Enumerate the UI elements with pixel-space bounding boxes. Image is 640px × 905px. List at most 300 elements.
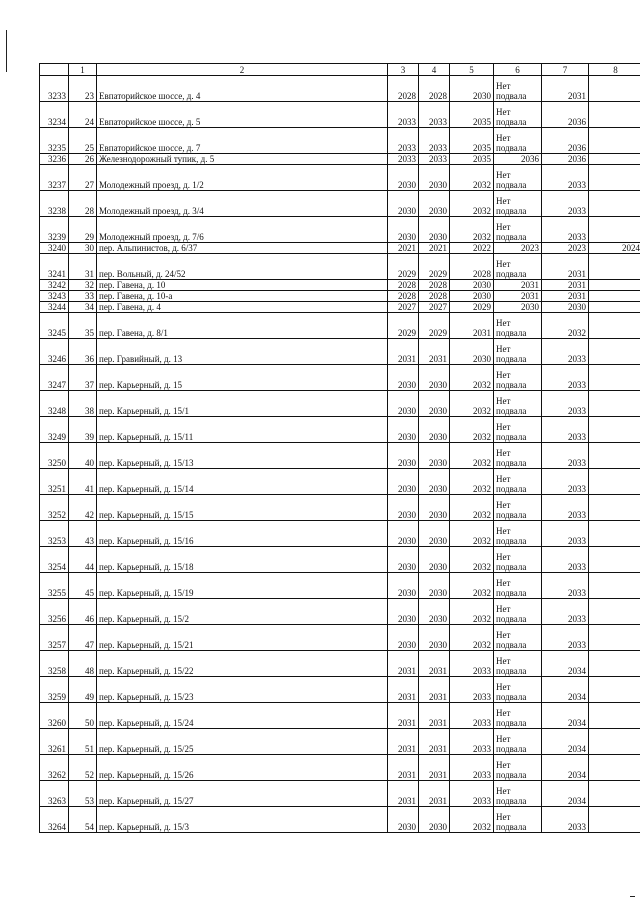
basement-cell: Нет подвала bbox=[494, 521, 542, 547]
basement-cell: Нет подвала bbox=[494, 651, 542, 677]
address-cell: пер. Гавена, д. 8/1 bbox=[97, 313, 388, 339]
address-cell: пер. Карьерный, д. 15/23 bbox=[97, 677, 388, 703]
year-cell: 2028 bbox=[419, 291, 450, 302]
row-number-cell: 41 bbox=[69, 469, 97, 495]
basement-cell: Нет подвала bbox=[494, 781, 542, 807]
year-cell: 2030 bbox=[388, 807, 419, 833]
year-cell: 2035 bbox=[450, 154, 494, 165]
row-number-cell: 49 bbox=[69, 677, 97, 703]
address-cell: пер. Гавена, д. 10-а bbox=[97, 291, 388, 302]
basement-cell: Нет подвала bbox=[494, 703, 542, 729]
year-cell: 2030 bbox=[388, 573, 419, 599]
year-cell bbox=[589, 443, 640, 469]
year-cell bbox=[589, 339, 640, 365]
year-cell: 2028 bbox=[419, 76, 450, 102]
row-id-cell: 3244 bbox=[40, 302, 69, 313]
address-cell: пер. Гавена, д. 4 bbox=[97, 302, 388, 313]
table-row bbox=[40, 313, 640, 339]
row-id-cell: 3261 bbox=[40, 729, 69, 755]
table-row bbox=[40, 280, 640, 291]
address-cell: Евпаторийское шоссе, д. 5 bbox=[97, 102, 388, 128]
address-cell: пер. Карьерный, д. 15/22 bbox=[97, 651, 388, 677]
address-cell: пер. Карьерный, д. 15/27 bbox=[97, 781, 388, 807]
address-cell: Железнодорожный тупик, д. 5 bbox=[97, 154, 388, 165]
year-cell bbox=[589, 781, 640, 807]
year-cell: 2032 bbox=[450, 807, 494, 833]
year-cell: 2036 bbox=[542, 128, 589, 154]
table-row bbox=[40, 729, 640, 755]
address-cell: пер. Гавена, д. 10 bbox=[97, 280, 388, 291]
year-cell: 2033 bbox=[542, 625, 589, 651]
year-cell: 2032 bbox=[450, 191, 494, 217]
year-cell: 2031 bbox=[419, 755, 450, 781]
row-number-cell: 32 bbox=[69, 280, 97, 291]
year-cell bbox=[589, 313, 640, 339]
year-cell: 2030 bbox=[388, 365, 419, 391]
year-cell: 2032 bbox=[542, 313, 589, 339]
year-cell: 2028 bbox=[388, 291, 419, 302]
year-cell bbox=[589, 391, 640, 417]
year-cell: 2033 bbox=[388, 154, 419, 165]
basement-cell: Нет подвала bbox=[494, 417, 542, 443]
year-cell bbox=[589, 280, 640, 291]
basement-cell: Нет подвала bbox=[494, 391, 542, 417]
address-cell: пер. Карьерный, д. 15 bbox=[97, 365, 388, 391]
row-id-cell: 3258 bbox=[40, 651, 69, 677]
year-cell: 2030 bbox=[419, 391, 450, 417]
year-cell: 2033 bbox=[450, 755, 494, 781]
year-cell: 2030 bbox=[419, 165, 450, 191]
year-cell: 2033 bbox=[542, 573, 589, 599]
table-row bbox=[40, 154, 640, 165]
table-header-row bbox=[40, 64, 640, 76]
year-cell: 2023 bbox=[542, 243, 589, 254]
basement-cell: 2031 bbox=[494, 280, 542, 291]
year-cell: 2033 bbox=[542, 417, 589, 443]
year-cell: 2031 bbox=[542, 291, 589, 302]
year-cell: 2033 bbox=[419, 102, 450, 128]
table-row bbox=[40, 291, 640, 302]
row-number-cell: 24 bbox=[69, 102, 97, 128]
year-cell: 2032 bbox=[450, 599, 494, 625]
year-cell bbox=[589, 154, 640, 165]
address-cell: Молодежный проезд, д. 1/2 bbox=[97, 165, 388, 191]
year-cell: 2033 bbox=[419, 154, 450, 165]
basement-cell: 2023 bbox=[494, 243, 542, 254]
table-row bbox=[40, 677, 640, 703]
basement-cell: Нет подвала bbox=[494, 469, 542, 495]
year-cell: 2021 bbox=[388, 243, 419, 254]
year-cell: 2030 bbox=[419, 443, 450, 469]
year-cell: 2030 bbox=[419, 191, 450, 217]
year-cell: 2033 bbox=[388, 128, 419, 154]
year-cell: 2029 bbox=[388, 313, 419, 339]
table-row bbox=[40, 217, 640, 243]
row-id-cell: 3256 bbox=[40, 599, 69, 625]
basement-cell: Нет подвала bbox=[494, 76, 542, 102]
table-row bbox=[40, 76, 640, 102]
year-cell: 2032 bbox=[450, 417, 494, 443]
year-cell: 2030 bbox=[419, 365, 450, 391]
row-id-cell: 3254 bbox=[40, 547, 69, 573]
row-number-cell: 34 bbox=[69, 302, 97, 313]
year-cell: 2030 bbox=[388, 625, 419, 651]
row-id-cell: 3234 bbox=[40, 102, 69, 128]
row-id-cell: 3262 bbox=[40, 755, 69, 781]
year-cell: 2030 bbox=[388, 417, 419, 443]
address-cell: Евпаторийское шоссе, д. 4 bbox=[97, 76, 388, 102]
scan-artifact-dash bbox=[630, 896, 635, 897]
row-id-cell: 3241 bbox=[40, 254, 69, 280]
table-row bbox=[40, 365, 640, 391]
year-cell: 2032 bbox=[450, 443, 494, 469]
year-cell: 2030 bbox=[419, 521, 450, 547]
scan-artifact-line bbox=[6, 30, 7, 72]
basement-cell: Нет подвала bbox=[494, 495, 542, 521]
row-number-cell: 48 bbox=[69, 651, 97, 677]
table-row bbox=[40, 443, 640, 469]
basement-cell: Нет подвала bbox=[494, 625, 542, 651]
year-cell: 2031 bbox=[388, 703, 419, 729]
year-cell: 2031 bbox=[419, 781, 450, 807]
row-id-cell: 3248 bbox=[40, 391, 69, 417]
year-cell: 2030 bbox=[450, 280, 494, 291]
row-number-cell: 23 bbox=[69, 76, 97, 102]
row-number-cell: 29 bbox=[69, 217, 97, 243]
year-cell: 2030 bbox=[388, 547, 419, 573]
year-cell bbox=[589, 703, 640, 729]
table-row bbox=[40, 128, 640, 154]
address-cell: пер. Альпинистов, д. 6/37 bbox=[97, 243, 388, 254]
basement-cell: Нет подвала bbox=[494, 755, 542, 781]
basement-cell: Нет подвала bbox=[494, 102, 542, 128]
table-row bbox=[40, 243, 640, 254]
table-row bbox=[40, 302, 640, 313]
row-number-cell: 38 bbox=[69, 391, 97, 417]
row-id-cell: 3264 bbox=[40, 807, 69, 833]
basement-cell: Нет подвала bbox=[494, 599, 542, 625]
year-cell bbox=[589, 254, 640, 280]
year-cell bbox=[589, 417, 640, 443]
year-cell: 2028 bbox=[388, 280, 419, 291]
table-row bbox=[40, 625, 640, 651]
year-cell: 2031 bbox=[542, 76, 589, 102]
year-cell: 2030 bbox=[388, 599, 419, 625]
row-number-cell: 53 bbox=[69, 781, 97, 807]
year-cell: 2036 bbox=[542, 154, 589, 165]
register-table-body bbox=[40, 64, 640, 833]
year-cell: 2034 bbox=[542, 677, 589, 703]
row-number-cell: 35 bbox=[69, 313, 97, 339]
year-cell: 2032 bbox=[450, 521, 494, 547]
year-cell: 2031 bbox=[450, 313, 494, 339]
year-cell: 2030 bbox=[419, 217, 450, 243]
row-id-cell: 3250 bbox=[40, 443, 69, 469]
year-cell: 2030 bbox=[542, 302, 589, 313]
row-id-cell: 3253 bbox=[40, 521, 69, 547]
row-number-cell: 54 bbox=[69, 807, 97, 833]
address-cell: пер. Карьерный, д. 15/1 bbox=[97, 391, 388, 417]
year-cell: 2034 bbox=[542, 755, 589, 781]
year-cell: 2030 bbox=[419, 469, 450, 495]
year-cell: 2030 bbox=[388, 217, 419, 243]
year-cell: 2034 bbox=[542, 729, 589, 755]
row-number-cell: 46 bbox=[69, 599, 97, 625]
year-cell: 2030 bbox=[419, 625, 450, 651]
year-cell: 2034 bbox=[542, 651, 589, 677]
year-cell: 2031 bbox=[388, 729, 419, 755]
address-cell: Молодежный проезд, д. 7/6 bbox=[97, 217, 388, 243]
address-cell: пер. Карьерный, д. 15/21 bbox=[97, 625, 388, 651]
row-id-cell: 3239 bbox=[40, 217, 69, 243]
year-cell: 2033 bbox=[542, 495, 589, 521]
year-cell: 2033 bbox=[542, 365, 589, 391]
year-cell: 2031 bbox=[419, 729, 450, 755]
year-cell: 2030 bbox=[388, 495, 419, 521]
row-number-cell: 27 bbox=[69, 165, 97, 191]
column-header: 7 bbox=[542, 64, 589, 76]
column-header: 6 bbox=[494, 64, 542, 76]
year-cell: 2030 bbox=[388, 443, 419, 469]
year-cell bbox=[589, 217, 640, 243]
row-id-cell: 3247 bbox=[40, 365, 69, 391]
year-cell: 2030 bbox=[388, 469, 419, 495]
year-cell: 2031 bbox=[542, 280, 589, 291]
column-header: 4 bbox=[419, 64, 450, 76]
year-cell: 2031 bbox=[419, 677, 450, 703]
row-number-cell: 40 bbox=[69, 443, 97, 469]
row-number-cell: 37 bbox=[69, 365, 97, 391]
year-cell: 2028 bbox=[388, 76, 419, 102]
basement-cell: Нет подвала bbox=[494, 217, 542, 243]
basement-cell: Нет подвала bbox=[494, 807, 542, 833]
year-cell: 2032 bbox=[450, 365, 494, 391]
year-cell: 2022 bbox=[450, 243, 494, 254]
table-row bbox=[40, 417, 640, 443]
row-number-cell: 44 bbox=[69, 547, 97, 573]
row-number-cell: 47 bbox=[69, 625, 97, 651]
basement-cell: 2036 bbox=[494, 154, 542, 165]
row-id-cell: 3233 bbox=[40, 76, 69, 102]
year-cell: 2029 bbox=[450, 302, 494, 313]
basement-cell: Нет подвала bbox=[494, 677, 542, 703]
row-id-cell: 3245 bbox=[40, 313, 69, 339]
column-header bbox=[40, 64, 69, 76]
address-cell: пер. Карьерный, д. 15/15 bbox=[97, 495, 388, 521]
year-cell: 2033 bbox=[450, 729, 494, 755]
basement-cell: Нет подвала bbox=[494, 165, 542, 191]
table-row bbox=[40, 807, 640, 833]
year-cell: 2031 bbox=[388, 339, 419, 365]
address-cell: пер. Карьерный, д. 15/14 bbox=[97, 469, 388, 495]
year-cell: 2030 bbox=[419, 417, 450, 443]
basement-cell: 2030 bbox=[494, 302, 542, 313]
year-cell: 2033 bbox=[542, 165, 589, 191]
year-cell bbox=[589, 291, 640, 302]
year-cell: 2030 bbox=[419, 547, 450, 573]
table-row bbox=[40, 547, 640, 573]
year-cell: 2033 bbox=[542, 443, 589, 469]
address-cell: пер. Карьерный, д. 15/16 bbox=[97, 521, 388, 547]
year-cell bbox=[589, 625, 640, 651]
year-cell: 2035 bbox=[450, 128, 494, 154]
row-number-cell: 50 bbox=[69, 703, 97, 729]
year-cell: 2021 bbox=[419, 243, 450, 254]
address-cell: пер. Карьерный, д. 15/26 bbox=[97, 755, 388, 781]
table-row bbox=[40, 781, 640, 807]
year-cell: 2030 bbox=[388, 165, 419, 191]
row-number-cell: 39 bbox=[69, 417, 97, 443]
year-cell: 2033 bbox=[542, 807, 589, 833]
year-cell: 2030 bbox=[388, 191, 419, 217]
row-id-cell: 3242 bbox=[40, 280, 69, 291]
table-row bbox=[40, 495, 640, 521]
year-cell: 2032 bbox=[450, 469, 494, 495]
year-cell: 2033 bbox=[542, 469, 589, 495]
year-cell bbox=[589, 495, 640, 521]
year-cell: 2031 bbox=[388, 677, 419, 703]
row-id-cell: 3257 bbox=[40, 625, 69, 651]
year-cell bbox=[589, 807, 640, 833]
year-cell: 2028 bbox=[419, 280, 450, 291]
year-cell bbox=[589, 651, 640, 677]
year-cell: 2029 bbox=[388, 254, 419, 280]
table-row bbox=[40, 165, 640, 191]
year-cell bbox=[589, 729, 640, 755]
address-cell: пер. Карьерный, д. 15/11 bbox=[97, 417, 388, 443]
year-cell: 2029 bbox=[419, 313, 450, 339]
row-number-cell: 30 bbox=[69, 243, 97, 254]
column-header: 8 bbox=[589, 64, 640, 76]
row-number-cell: 26 bbox=[69, 154, 97, 165]
year-cell: 2034 bbox=[542, 703, 589, 729]
year-cell: 2031 bbox=[419, 339, 450, 365]
row-id-cell: 3251 bbox=[40, 469, 69, 495]
column-header: 2 bbox=[97, 64, 388, 76]
row-number-cell: 51 bbox=[69, 729, 97, 755]
table-row bbox=[40, 339, 640, 365]
year-cell: 2032 bbox=[450, 573, 494, 599]
row-id-cell: 3255 bbox=[40, 573, 69, 599]
year-cell: 2031 bbox=[542, 254, 589, 280]
address-cell: пер. Карьерный, д. 15/24 bbox=[97, 703, 388, 729]
basement-cell: Нет подвала bbox=[494, 313, 542, 339]
address-cell: пер. Карьерный, д. 15/13 bbox=[97, 443, 388, 469]
column-header: 3 bbox=[388, 64, 419, 76]
row-number-cell: 45 bbox=[69, 573, 97, 599]
basement-cell: Нет подвала bbox=[494, 547, 542, 573]
basement-cell: Нет подвала bbox=[494, 443, 542, 469]
table-row bbox=[40, 469, 640, 495]
basement-cell: Нет подвала bbox=[494, 573, 542, 599]
year-cell: 2035 bbox=[450, 102, 494, 128]
year-cell bbox=[589, 76, 640, 102]
year-cell: 2033 bbox=[542, 339, 589, 365]
basement-cell: 2031 bbox=[494, 291, 542, 302]
year-cell: 2030 bbox=[388, 521, 419, 547]
row-id-cell: 3243 bbox=[40, 291, 69, 302]
address-cell: пер. Карьерный, д. 15/3 bbox=[97, 807, 388, 833]
year-cell: 2033 bbox=[542, 191, 589, 217]
year-cell bbox=[589, 547, 640, 573]
year-cell: 2030 bbox=[450, 339, 494, 365]
row-number-cell: 52 bbox=[69, 755, 97, 781]
row-id-cell: 3246 bbox=[40, 339, 69, 365]
year-cell: 2030 bbox=[450, 291, 494, 302]
year-cell: 2033 bbox=[542, 521, 589, 547]
table-row bbox=[40, 651, 640, 677]
basement-cell: Нет подвала bbox=[494, 254, 542, 280]
year-cell: 2033 bbox=[450, 651, 494, 677]
year-cell: 2033 bbox=[542, 547, 589, 573]
row-number-cell: 42 bbox=[69, 495, 97, 521]
address-cell: Молодежный проезд, д. 3/4 bbox=[97, 191, 388, 217]
table-row bbox=[40, 573, 640, 599]
row-id-cell: 3260 bbox=[40, 703, 69, 729]
row-number-cell: 36 bbox=[69, 339, 97, 365]
table-row bbox=[40, 755, 640, 781]
row-number-cell: 31 bbox=[69, 254, 97, 280]
column-header: 1 bbox=[69, 64, 97, 76]
row-number-cell: 43 bbox=[69, 521, 97, 547]
year-cell: 2033 bbox=[388, 102, 419, 128]
address-cell: пер. Карьерный, д. 15/25 bbox=[97, 729, 388, 755]
year-cell: 2030 bbox=[388, 391, 419, 417]
year-cell: 2033 bbox=[450, 781, 494, 807]
year-cell: 2029 bbox=[419, 254, 450, 280]
row-number-cell: 25 bbox=[69, 128, 97, 154]
year-cell: 2031 bbox=[388, 651, 419, 677]
year-cell: 2027 bbox=[419, 302, 450, 313]
basement-cell: Нет подвала bbox=[494, 191, 542, 217]
row-id-cell: 3237 bbox=[40, 165, 69, 191]
year-cell bbox=[589, 302, 640, 313]
year-cell bbox=[589, 191, 640, 217]
row-id-cell: 3249 bbox=[40, 417, 69, 443]
year-cell: 2024 bbox=[589, 243, 640, 254]
address-cell: пер. Карьерный, д. 15/18 bbox=[97, 547, 388, 573]
register-table bbox=[39, 63, 640, 833]
year-cell: 2033 bbox=[419, 128, 450, 154]
address-cell: пер. Карьерный, д. 15/19 bbox=[97, 573, 388, 599]
basement-cell: Нет подвала bbox=[494, 128, 542, 154]
row-number-cell: 33 bbox=[69, 291, 97, 302]
address-cell: пер. Гравийный, д. 13 bbox=[97, 339, 388, 365]
year-cell: 2031 bbox=[419, 651, 450, 677]
row-id-cell: 3263 bbox=[40, 781, 69, 807]
year-cell bbox=[589, 165, 640, 191]
address-cell: пер. Вольный, д. 24/52 bbox=[97, 254, 388, 280]
table-row bbox=[40, 703, 640, 729]
year-cell: 2030 bbox=[419, 573, 450, 599]
year-cell bbox=[589, 128, 640, 154]
year-cell: 2034 bbox=[542, 781, 589, 807]
row-id-cell: 3240 bbox=[40, 243, 69, 254]
year-cell: 2033 bbox=[450, 703, 494, 729]
year-cell: 2036 bbox=[542, 102, 589, 128]
year-cell: 2032 bbox=[450, 495, 494, 521]
year-cell bbox=[589, 365, 640, 391]
table-row bbox=[40, 521, 640, 547]
year-cell bbox=[589, 521, 640, 547]
table-row bbox=[40, 391, 640, 417]
year-cell: 2028 bbox=[450, 254, 494, 280]
table-row bbox=[40, 191, 640, 217]
year-cell bbox=[589, 469, 640, 495]
basement-cell: Нет подвала bbox=[494, 365, 542, 391]
row-id-cell: 3259 bbox=[40, 677, 69, 703]
basement-cell: Нет подвала bbox=[494, 729, 542, 755]
